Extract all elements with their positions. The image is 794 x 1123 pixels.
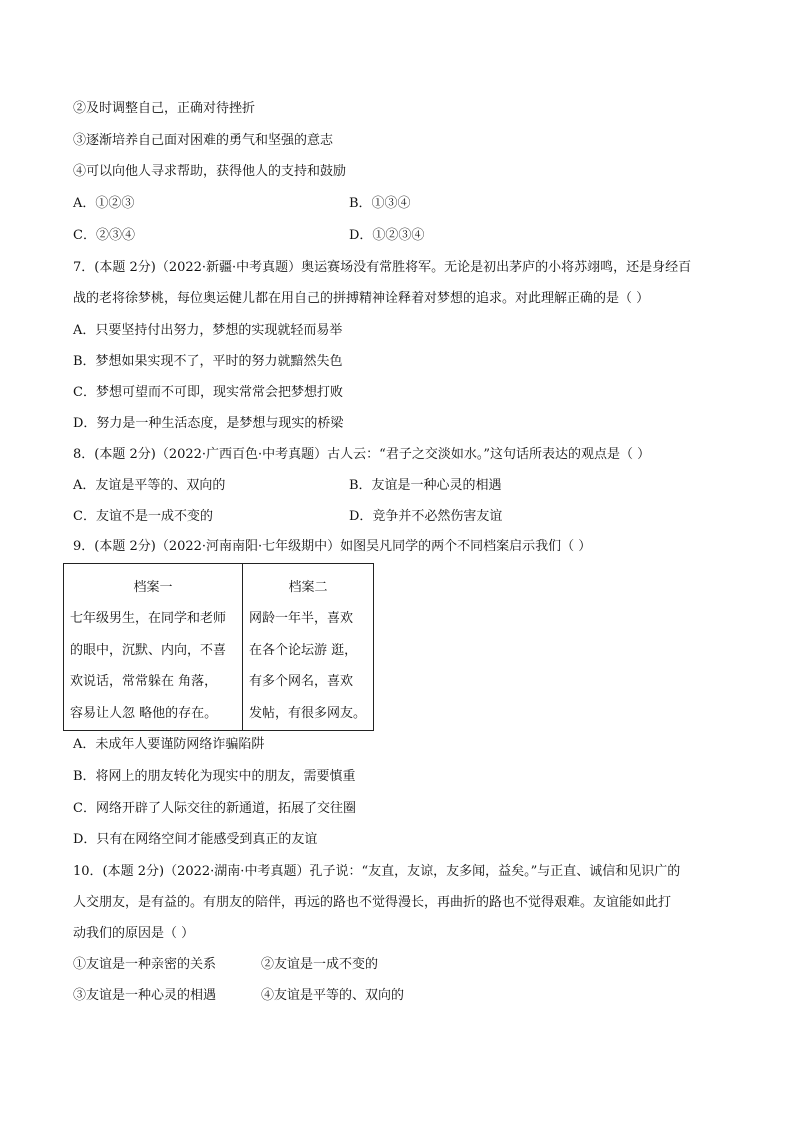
q7-option-d: D．努力是一种生活态度，是梦想与现实的桥梁 (73, 416, 344, 431)
q9-option-a: A．未成年人要谨防网络诈骗陷阱 (73, 737, 265, 752)
archive-two-line: 在各个论坛游 逛， (249, 642, 358, 658)
archive-one-title: 档案一 (133, 580, 173, 595)
archive-one-line: 容易让人忽 略他的存在。 (70, 705, 218, 721)
q6-option-b: B．①③④ (349, 196, 411, 211)
q10-statement-3: ③友谊是一种心灵的相遇 (73, 988, 217, 1003)
q8-option-a: A．友谊是平等的、双向的 (73, 478, 226, 493)
q6-statement-2: ②及时调整自己，正确对待挫折 (73, 101, 256, 116)
q8-option-d: D．竞争并不必然伤害友谊 (349, 509, 503, 524)
q9-option-d: D．只有在网络空间才能感受到真正的友谊 (73, 832, 318, 847)
q10-statement-2: ②友谊是一成不变的 (261, 957, 379, 972)
q9-archive-table (63, 563, 374, 731)
q7-option-c: C．梦想可望而不可即，现实常常会把梦想打败 (73, 385, 343, 400)
q7-stem-line-2: 战的老将徐梦桃，每位奥运健儿都在用自己的拼搏精神诠释着对梦想的追求。对此理解正确的是（ ） (73, 291, 650, 306)
q10-statement-1: ①友谊是一种亲密的关系 (73, 957, 217, 972)
q8-stem: 8．(本题 2分)（2022·广西百色·中考真题）古人云：“君子之交淡如水。”这句话所表达的观点是（ ） (73, 447, 651, 462)
q10-stem-line-1: 10．(本题 2分)（2022·湖南·中考真题）孔子说：“友直，友谅，友多闻，益矣。”与正直、诚信和见识广的 (73, 864, 681, 879)
archive-two-title: 档案二 (288, 580, 328, 595)
q10-stem-line-3: 动我们的原因是（ ） (73, 926, 195, 941)
q8-option-c: C．友谊不是一成不变的 (73, 509, 213, 524)
q6-option-d: D．①②③④ (349, 228, 425, 243)
archive-two-line: 有多个网名，喜欢 (249, 674, 354, 689)
archive-one-line: 欢说话，常常躲在 角落， (70, 674, 218, 689)
q8-option-b: B．友谊是一种心灵的相遇 (349, 478, 502, 493)
q6-statement-4: ④可以向他人寻求帮助，获得他人的支持和鼓励 (73, 164, 347, 179)
q7-option-b: B．梦想如果实现不了，平时的努力就黯然失色 (73, 354, 343, 369)
q10-stem-line-2: 人交朋友，是有益的。有朋友的陪伴，再远的路也不觉得漫长，再曲折的路也不觉得艰难。友谊能如此打 (73, 895, 672, 910)
q6-option-a: A．①②③ (73, 196, 135, 211)
archive-one (64, 564, 243, 730)
archive-one-line: 七年级男生，在同学和老师 (70, 611, 227, 626)
archive-two-line: 发帖，有很多网友。 (249, 705, 367, 721)
q6-option-c: C．②③④ (73, 228, 135, 243)
q9-option-b: B．将网上的朋友转化为现实中的朋友，需要慎重 (73, 769, 356, 784)
q9-option-c: C．网络开辟了人际交往的新通道，拓展了交往圈 (73, 801, 356, 816)
q10-statement-4: ④友谊是平等的、双向的 (261, 988, 405, 1003)
archive-two-line: 网龄一年半，喜欢 (249, 611, 354, 626)
q6-statement-3: ③逐渐培养自己面对困难的勇气和坚强的意志 (73, 133, 334, 148)
q7-stem-line-1: 7．(本题 2分)（2022·新疆·中考真题）奥运赛场没有常胜将军。无论是初出茅庐的小将苏翊鸣，还是身经百 (73, 260, 692, 275)
q9-stem: 9．(本题 2分)（2022·河南南阳·七年级期中）如图吴凡同学的两个不同档案启示我们（ ） (73, 539, 592, 554)
archive-two (243, 564, 373, 730)
q7-option-a: A．只要坚持付出努力，梦想的实现就轻而易举 (73, 323, 343, 338)
archive-one-line: 的眼中，沉默、内向，不喜 (70, 642, 227, 658)
